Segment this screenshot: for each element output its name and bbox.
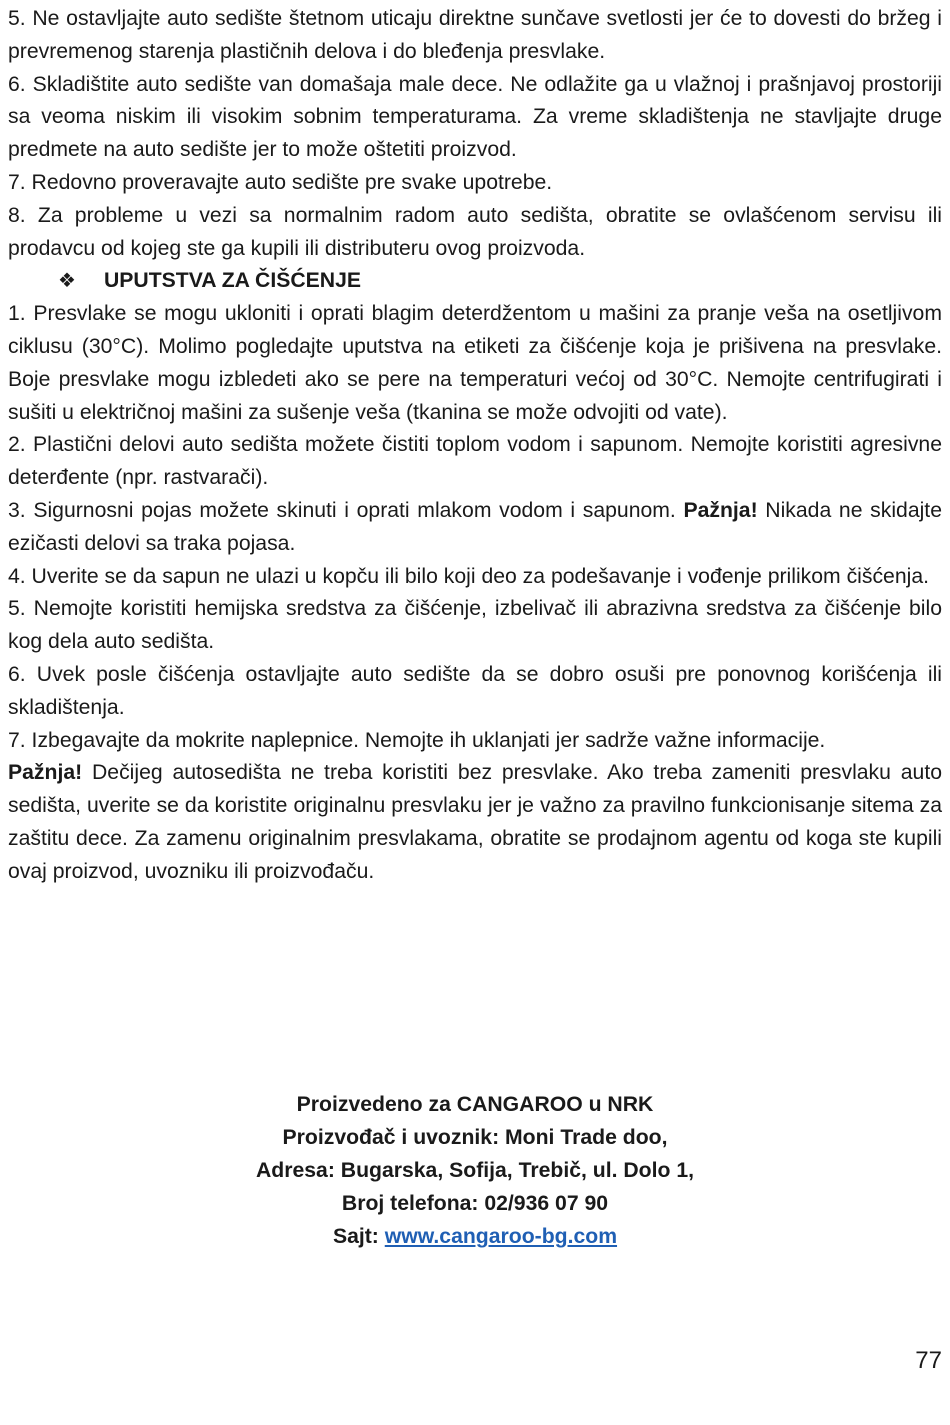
footer-address: Adresa: Bugarska, Sofija, Trebič, ul. Dolo 1, [256, 1159, 694, 1182]
care-item-5: 5. Ne ostavljajte auto sedište štetnom uticaju direktne sunčave svetlosti jer će to dovesti do bržeg i prevremenog starenja plastičnih delova i do bleđenja presvlake. [8, 7, 942, 63]
cleaning-item-3-text: 3. Sigurnosni pojas možete skinuti i oprati mlakom vodom i sapunom. [8, 498, 684, 522]
warning-label: Pažnja! [8, 761, 83, 785]
warning-paragraph [8, 757, 942, 888]
cleaning-item-4: 4. Uverite se da sapun ne ulazi u kopču ili bilo koji deo za podešavanje i vođenje prilikom čišćenja. [8, 564, 930, 588]
cleaning-heading [8, 265, 942, 298]
cleaning-item-3 [8, 495, 942, 561]
footer-website [0, 1220, 950, 1253]
page-number: 77 [915, 1347, 942, 1374]
care-item-7: 7. Redovno proveravajte auto sedište pre svake upotrebe. [8, 170, 553, 194]
care-item-6: 6. Skladištite auto sedište van domašaja male dece. Ne odlažite ga u vlažnoj i prašnjavoj prostoriji sa veoma niskim ili visokim sobnim temperaturama. Za vreme skladištenja ne stavljajte druge predmete na auto sedište jer to može oštetiti proizvod. [8, 72, 942, 162]
cleaning-item-2: 2. Plastični delovi auto sedišta možete čistiti toplom vodom i sapunom. Nemojte koristiti agresivne deterđente (npr. rastvarači). [8, 433, 942, 490]
manufacturer-info [0, 1088, 950, 1253]
cleaning-heading-text: UPUTSTVA ZA ČIŠĆENJE [104, 269, 362, 293]
cleaning-item-5: 5. Nemojte koristiti hemijska sredstva za čišćenje, izbelivač ili abrazivna sredstva za čišćenje bilo kog dela auto sedišta. [8, 597, 942, 654]
website-link[interactable]: www.cangaroo-bg.com [384, 1225, 618, 1248]
care-item-8: 8. Za probleme u vezi sa normalnim radom auto sedišta, obratite se ovlašćenom servisu ili prodavcu od kojeg ste ga kupili ili distributeru ovog proizvoda. [8, 203, 942, 260]
warning-text: Dečijeg autosedišta ne treba koristiti bez presvlake. Ako treba zameniti presvlaku auto sedišta, uverite se da koristite originalnu presvlaku jer je važno za pravilno funkcionisanje sitema za zaštitu dece. Za zamenu originalnim presvlakama, obratite se prodajnom agentu od koga ste kupili ovaj proizvod, uvozniku ili proizvođaču. [8, 761, 942, 883]
document-body [8, 3, 942, 889]
diamond-bullet-icon: ❖ [58, 270, 76, 293]
cleaning-item-6: 6. Uvek posle čišćenja ostavljajte auto sedište da se dobro osuši pre ponovnog korišćenja ili skladištenja. [8, 662, 942, 719]
cleaning-item-7: 7. Izbegavajte da mokrite naplepnice. Nemojte ih uklanjati jer sadrže važne informacije. [8, 728, 826, 752]
footer-phone: Broj telefona: 02/936 07 90 [341, 1192, 609, 1215]
cleaning-item-3-warning: Pažnja! [683, 498, 758, 522]
cleaning-item-1: 1. Presvlake se mogu ukloniti i oprati blagim deterdžentom u mašini za pranje veša na osetljivom ciklusu (30°C). Molimo pogledajte uputstva na etiketi za čišćenje koja je prišivena na presvlake. Boje presvlake mogu izbledeti ako se pere na temperaturi većoj od 30°C. Nemojte centrifugirati i sušiti u električnoj mašini za sušenje veša (tkanina se može odvojiti od vate). [8, 302, 942, 424]
footer-produced-for: Proizvedeno za CANGAROO u NRK [296, 1093, 654, 1116]
footer-manufacturer: Proizvođač i uvoznik: Moni Trade doo, [282, 1126, 668, 1149]
footer-website-label: Sajt: [332, 1225, 385, 1248]
cleaning-item-3-rest: Nikada ne skidajte ezičasti delovi sa traka pojasa. [8, 498, 942, 555]
